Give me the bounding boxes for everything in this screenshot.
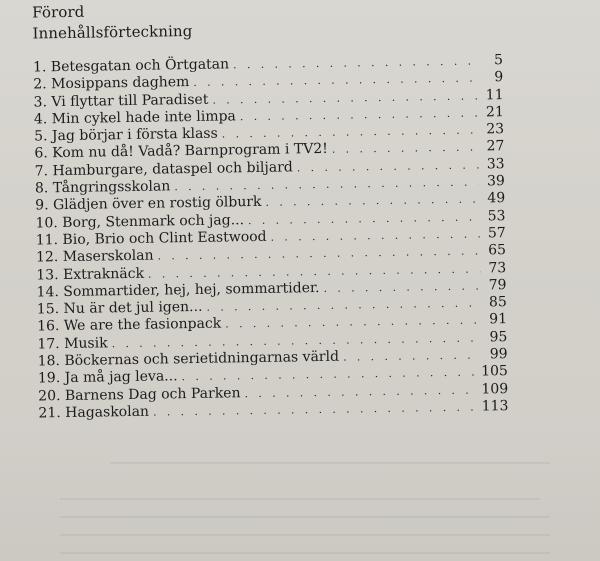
dot-leader <box>153 398 480 420</box>
toc-entry-page: 23 <box>486 121 505 138</box>
toc-entry-title: 1. Betesgatan och Örtgatan <box>32 56 230 76</box>
toc-entry-title: 14. Sommartider, hej, hej, sommartider. <box>36 279 320 301</box>
bleed-through-line <box>110 462 550 464</box>
toc-entry-page: 91 <box>489 311 508 328</box>
toc-entry-page: 113 <box>481 398 509 415</box>
toc-entry-page: 5 <box>493 52 504 69</box>
bleed-through-line <box>60 552 550 554</box>
toc-entry-title: 6. Kom nu då! Vadå? Barnprogram i TV2! <box>34 141 328 162</box>
toc-entry-page: 95 <box>489 328 508 346</box>
toc-entry-page: 27 <box>486 138 505 155</box>
toc-entry-title: 7. Hamburgare, dataspel och biljard <box>34 159 293 180</box>
toc-entry-title: 3. Vi flyttar till Paradiset <box>33 91 209 111</box>
toc-entry-title: 10. Borg, Stenmark och jag... <box>35 211 245 232</box>
toc-entry-title: 20. Barnens Dag och Parken <box>38 384 241 405</box>
foreword-heading: Förord <box>32 2 85 22</box>
toc-entry-title: 19. Ja må jag leva... <box>37 368 178 387</box>
toc-entry-title: 9. Glädjen över en rostig ölburk <box>35 194 262 214</box>
toc-entry-title: 8. Tångringsskolan <box>34 178 171 197</box>
toc-entry-page: 99 <box>489 346 508 363</box>
toc-entry-page: 79 <box>488 276 507 294</box>
toc-entry-page: 33 <box>486 155 505 173</box>
toc-entry-page: 85 <box>488 294 507 311</box>
toc-entry-title: 21. Hagaskolan <box>38 403 150 422</box>
toc-entry-title: 5. Jag börjar i första klass <box>34 125 218 145</box>
toc-entry-title: 11. Bio, Brio och Clint Eastwood <box>35 228 267 249</box>
table-of-contents <box>33 52 509 423</box>
contents-heading: Innehållsförteckning <box>32 21 193 43</box>
toc-entry-page: 11 <box>485 86 504 103</box>
bleed-through-area <box>0 432 600 561</box>
toc-entry-page: 39 <box>486 173 506 190</box>
toc-entry-title: 4. Min cykel hade inte limpa <box>33 108 236 128</box>
toc-entry-page: 65 <box>488 242 507 259</box>
bleed-through-line <box>60 516 550 518</box>
toc-entry-page: 57 <box>487 225 506 242</box>
toc-entry-title: 16. We are the fasionpack <box>37 316 222 335</box>
toc-entry-title: 15. Nu är det jul igen... <box>36 299 203 318</box>
toc-entry-page: 21 <box>485 103 504 121</box>
toc-entry-title: 17. Musik <box>37 335 108 353</box>
toc-entry-page: 109 <box>481 380 509 398</box>
toc-entry-title: 13. Extraknäck <box>36 265 145 284</box>
toc-entry-page: 73 <box>488 259 507 276</box>
toc-entry-page: 49 <box>487 190 506 207</box>
toc-entry-title: 18. Böckernas och serietidningarnas värld <box>37 348 340 370</box>
toc-entry-title: 12. Maserskolan <box>35 247 154 266</box>
bleed-through-line <box>60 498 540 500</box>
toc-entry-page: 105 <box>481 363 509 380</box>
toc-entry-page: 53 <box>487 207 506 225</box>
toc-entry-title: 2. Mosippans daghem <box>33 74 190 93</box>
toc-entry-page: 9 <box>494 69 504 86</box>
dot-leader <box>343 347 482 366</box>
bleed-through-line <box>60 534 550 536</box>
